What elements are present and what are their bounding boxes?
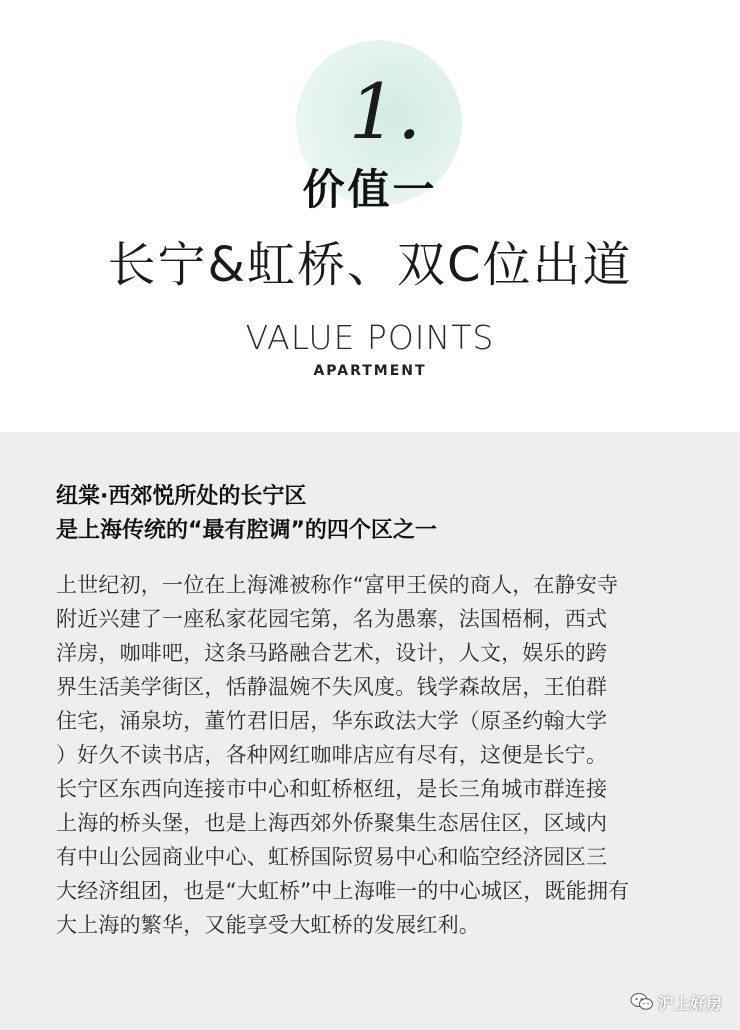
body-text-line: 上世纪初，一位在上海滩被称作“富甲王侯的商人，在静安寺 bbox=[56, 573, 619, 597]
watermark-text: 沪上好房 bbox=[657, 993, 722, 1013]
section-title: 价值一 bbox=[302, 165, 438, 214]
body-text-line: 大经济组团，也是“大虹桥”中上海唯一的中心城区，既能拥有 bbox=[56, 879, 630, 903]
section-number: 1. bbox=[348, 67, 422, 156]
body-text-line: 长宁区东西向连接市中心和虹桥枢纽，是长三角城市群连接 bbox=[56, 777, 608, 801]
hero-section bbox=[0, 0, 740, 432]
english-title: VALUE POINTS bbox=[245, 318, 495, 357]
body-text-line: 住宅，涌泉坊，董竹君旧居，华东政法大学（原圣约翰大学 bbox=[56, 709, 608, 733]
body-text-line: 附近兴建了一座私家花园宅第，名为愚寨，法国梧桐，西式 bbox=[56, 607, 608, 631]
body-text-line: 上海的桥头堡，也是上海西郊外侨聚集生态居住区，区域内 bbox=[56, 811, 608, 835]
english-subtitle: APARTMENT bbox=[313, 363, 427, 379]
body-text-line: 洋房，咖啡吧，这条马路融合艺术，设计，人文，娱乐的跨 bbox=[56, 641, 608, 665]
body-text-line: ）好久不读书店，各种网红咖啡店应有尽有，这便是长宁。 bbox=[56, 743, 608, 767]
section-subtitle: 长宁&虹桥、双C位出道 bbox=[107, 237, 633, 293]
watermark bbox=[630, 990, 722, 1014]
content-section bbox=[0, 432, 740, 1030]
wechat-icon bbox=[630, 992, 654, 1012]
body-text-line: 大上海的繁华，又能享受大虹桥的发展红利。 bbox=[56, 913, 480, 937]
body-text-line: 界生活美学街区，恬静温婉不失风度。钱学森故居，王伯群 bbox=[56, 675, 608, 699]
heading-line: 纽棠·西郊悦所处的长宁区 bbox=[56, 484, 307, 509]
body-text-line: 有中山公园商业中心、虹桥国际贸易中心和临空经济园区三 bbox=[56, 845, 608, 869]
heading-line: 是上海传统的“最有腔调”的四个区之一 bbox=[56, 518, 437, 543]
